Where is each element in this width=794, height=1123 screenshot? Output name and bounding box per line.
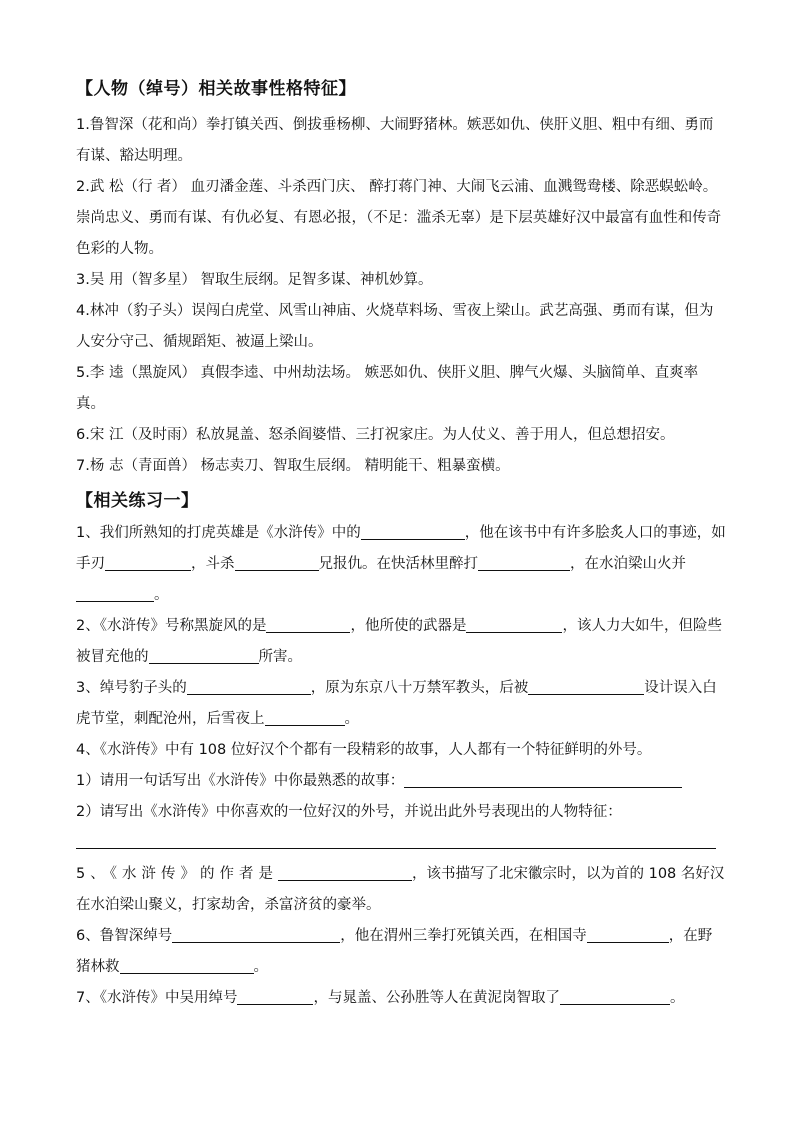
character-item-4: 4.林冲（豹子头）误闯白虎堂、风雪山神庙、火烧草料场、雪夜上梁山。武艺高强、勇而有谋，但为人安分守己、循规蹈矩、被逼上梁山。: [76, 303, 714, 350]
question-3: [76, 673, 726, 735]
q6-text-a: 6、鲁智深绰号: [76, 928, 173, 944]
q3-text-d: 。: [344, 711, 359, 727]
q1-blank-5[interactable]: [76, 583, 154, 602]
q6-blank-1[interactable]: [172, 924, 340, 943]
q6-text-d: 。: [253, 959, 268, 975]
q1-blank-4[interactable]: [478, 552, 570, 571]
character-item-3: 3.吴 用（智多星） 智取生辰纲。足智多谋、神机妙算。: [76, 272, 433, 288]
character-item-1: 1.鲁智深（花和尚）拳打镇关西、倒拔垂杨柳、大闹野猪林。嫉恶如仇、侠肝义胆、粗中有细、勇而有谋、豁达明理。: [76, 117, 714, 164]
question-7: [76, 983, 726, 1014]
q1-blank-3[interactable]: [235, 552, 319, 571]
q7-blank-2[interactable]: [560, 986, 670, 1005]
q1-text-d: 兄报仇。在快活林里醉打: [318, 556, 478, 572]
worksheet-page: [76, 78, 726, 1014]
question-2: [76, 611, 726, 673]
q3-blank-1[interactable]: [187, 676, 311, 695]
question-5: [76, 859, 726, 921]
question-4-sub-2: 2）请写出《水浒传》中你喜欢的一位好汉的外号，并说出此外号表现出的人物特征：: [76, 804, 622, 820]
character-item-5: 5.李 逵（黑旋风） 真假李逵、中州劫法场。 嫉恶如仇、侠肝义胆、脾气火爆、头脑简单、直爽率真。: [76, 365, 699, 412]
character-item-7: 7.杨 志（青面兽） 杨志卖刀、智取生辰纲。 精明能干、粗暴蛮横。: [76, 458, 510, 474]
q1-text-c: ，斗杀: [191, 556, 235, 572]
q7-text-b: ，与晁盖、公孙胜等人在黄泥岗智取了: [313, 990, 560, 1006]
q1-blank-2[interactable]: [105, 552, 191, 571]
q3-blank-2[interactable]: [528, 676, 644, 695]
q5-text-b: ，该书描写了北宋徽宗时，以为首的 108 名好汉在水泊梁山聚义，打家劫舍，杀富济贫的豪举。: [76, 866, 725, 913]
q7-blank-1[interactable]: [237, 986, 313, 1005]
section-title-characters: 【人物（绰号）相关故事性格特征】: [76, 79, 356, 99]
question-4: 4、《水浒传》中有 108 位好汉个个都有一段精彩的故事，人人都有一个特征鲜明的外号。: [76, 742, 652, 758]
question-4-sub-1: [76, 766, 726, 797]
q2-text-b: ，他所使的武器是: [350, 618, 467, 634]
q3-blank-3[interactable]: [265, 707, 345, 726]
q3-text-b: ，原为东京八十万禁军教头，后被: [310, 680, 529, 696]
question-1: [76, 518, 726, 611]
question-6: [76, 921, 726, 983]
q1-text-b: ，他在该书中有许多脍炙人口的事迹，如手刃: [76, 525, 726, 572]
q2-text-d: 所害。: [258, 649, 302, 665]
q3-text-a: 3、绰号豹子头的: [76, 680, 187, 696]
q4-sub2-answer-line[interactable]: [76, 830, 716, 849]
q6-text-c: ，在野猪林救: [76, 928, 713, 975]
q1-text-e: ，在水泊梁山火并: [570, 556, 686, 572]
q5-text-a: 5、《水浒传》的作者是: [76, 866, 278, 882]
q2-blank-1[interactable]: [266, 614, 350, 633]
q1-text-f: 。: [154, 587, 169, 603]
q1-blank-1[interactable]: [361, 521, 465, 540]
q4-sub1-blank[interactable]: [404, 769, 682, 788]
q5-blank-1[interactable]: [278, 862, 412, 881]
q6-blank-3[interactable]: [120, 955, 254, 974]
q2-text-c: ，该人力大如牛，但险些被冒充他的: [76, 618, 722, 665]
section-title-exercise: 【相关练习一】: [76, 491, 199, 511]
character-item-6: 6.宋 江（及时雨）私放晁盖、怒杀阎婆惜、三打祝家庄。为人仗义、善于用人，但总想招安。: [76, 427, 675, 443]
character-item-2: 2.武 松（行 者） 血刃潘金莲、斗杀西门庆、 醉打蒋门神、大闹飞云浦、血溅鸳鸯楼、除恶蜈蚣岭。崇尚忠义、勇而有谋、有仇必复、有恩必报，（不足：滥杀无辜）是下层英雄好汉中最富有血性和传奇色彩的人物。: [76, 179, 722, 257]
q2-blank-2[interactable]: [466, 614, 562, 633]
q1-text-a: 1、我们所熟知的打虎英雄是《水浒传》中的: [76, 525, 361, 541]
q7-text-c: 。: [669, 990, 685, 1006]
q4-sub1-text: 1）请用一句话写出《水浒传》中你最熟悉的故事：: [76, 773, 405, 789]
q6-blank-2[interactable]: [587, 924, 669, 943]
q2-text-a: 2、《水浒传》号称黑旋风的是: [76, 618, 267, 634]
q3-text-c: 设计误入白虎节堂，刺配沧州，后雪夜上: [76, 680, 717, 727]
q2-blank-3[interactable]: [149, 645, 259, 664]
q6-text-b: ，他在渭州三拳打死镇关西，在相国寺: [340, 928, 587, 944]
q7-text-a: 7、《水浒传》中吴用绰号: [76, 990, 238, 1006]
